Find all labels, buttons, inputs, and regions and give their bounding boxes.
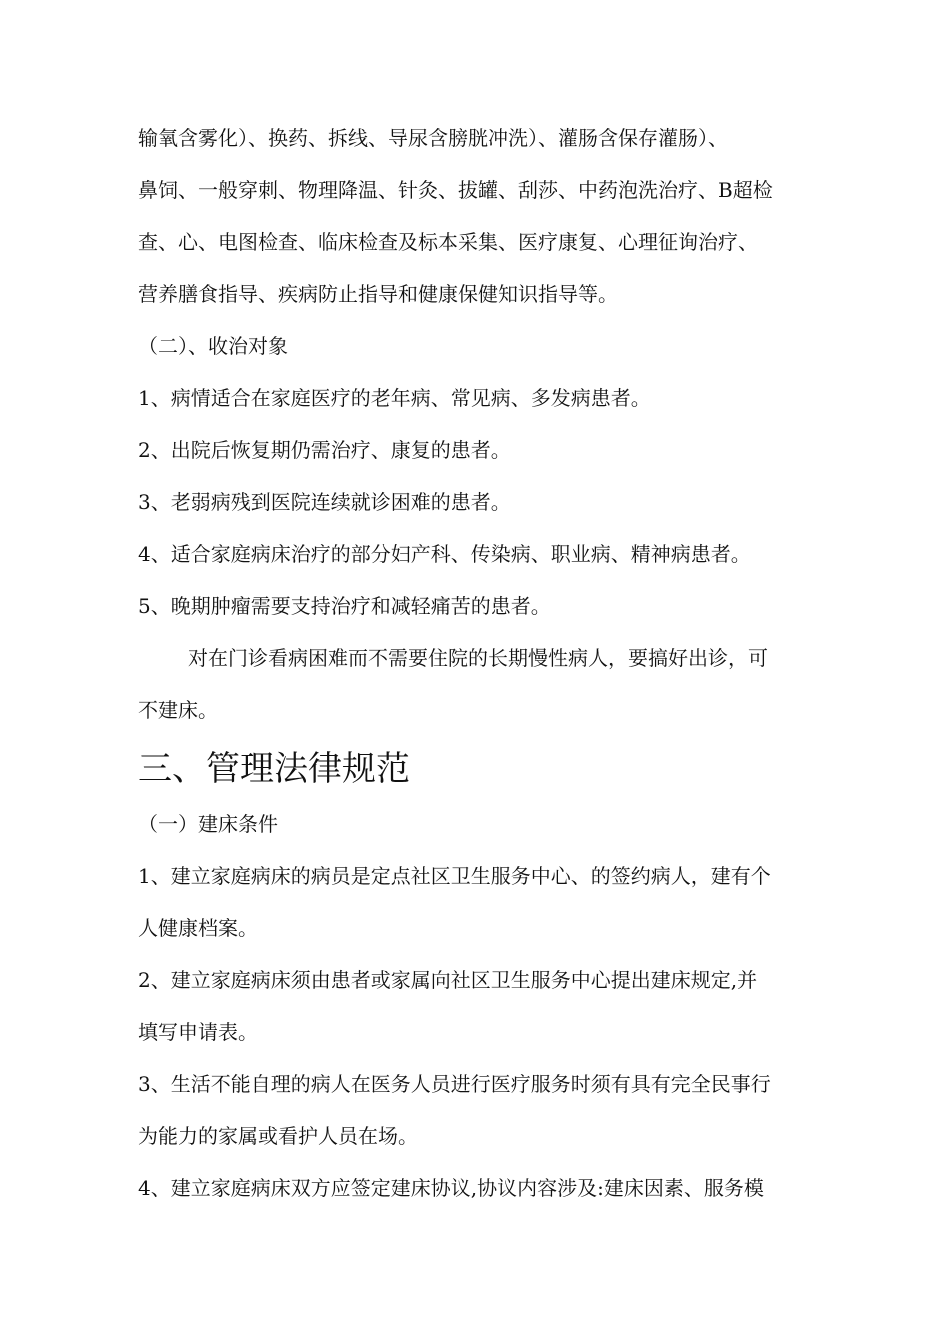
note-paragraph [138, 638, 818, 730]
list-item: 3、老弱病残到医院连续就诊困难的患者。 [138, 490, 511, 514]
list-item: 4、建立家庭病床双方应签定建床协议,协议内容涉及:建床因素、服务模 [138, 1176, 764, 1200]
list-item-continuation: 人健康档案。 [138, 916, 258, 940]
paragraph-line: 查、心、电图检查、临床检查及标本采集、医疗康复、心理征询治疗、 [138, 230, 758, 254]
list-item-continuation: 填写申请表。 [138, 1020, 258, 1044]
subsection-title-admission: （二）、收治对象 [138, 334, 288, 358]
paragraph-line: 输氧含雾化）、换药、拆线、导尿含膀胱冲洗）、灌肠含保存灌肠）、 [138, 126, 728, 150]
subsection-title-conditions: （一）建床条件 [138, 812, 278, 836]
list-item: 4、适合家庭病床治疗的部分妇产科、传染病、职业病、精神病患者。 [138, 542, 751, 566]
list-item: 5、晚期肿瘤需要支持治疗和减轻痛苦的患者。 [138, 594, 551, 618]
paragraph-line: 对在门诊看病困难而不需要住院的长期慢性病人，要搞好出诊，可 [188, 646, 768, 670]
admission-list [138, 378, 818, 626]
list-item-continuation: 为能力的家属或看护人员在场。 [138, 1124, 418, 1148]
list-item: 2、出院后恢复期仍需治疗、康复的患者。 [138, 438, 511, 462]
list-item: 2、建立家庭病床须由患者或家属向社区卫生服务中心提出建床规定,并 [138, 968, 758, 992]
document-page [138, 118, 818, 1208]
conditions-list [138, 856, 818, 1208]
list-item: 1、建立家庭病床的病员是定点社区卫生服务中心、的签约病人，建有个 [138, 864, 771, 888]
list-item: 3、生活不能自理的病人在医务人员进行医疗服务时须有具有完全民事行 [138, 1072, 771, 1096]
paragraph-line: 不建床。 [138, 698, 218, 722]
section-heading: 三、管理法律规范 [138, 749, 410, 789]
list-item: 1、病情适合在家庭医疗的老年病、常见病、多发病患者。 [138, 386, 651, 410]
paragraph-line: 营养膳食指导、疾病防止指导和健康保健知识指导等。 [138, 282, 618, 306]
paragraph-line: 鼻饲、一般穿刺、物理降温、针灸、拔罐、刮莎、中药泡洗治疗、B超检 [138, 178, 773, 202]
services-paragraph [138, 118, 818, 314]
